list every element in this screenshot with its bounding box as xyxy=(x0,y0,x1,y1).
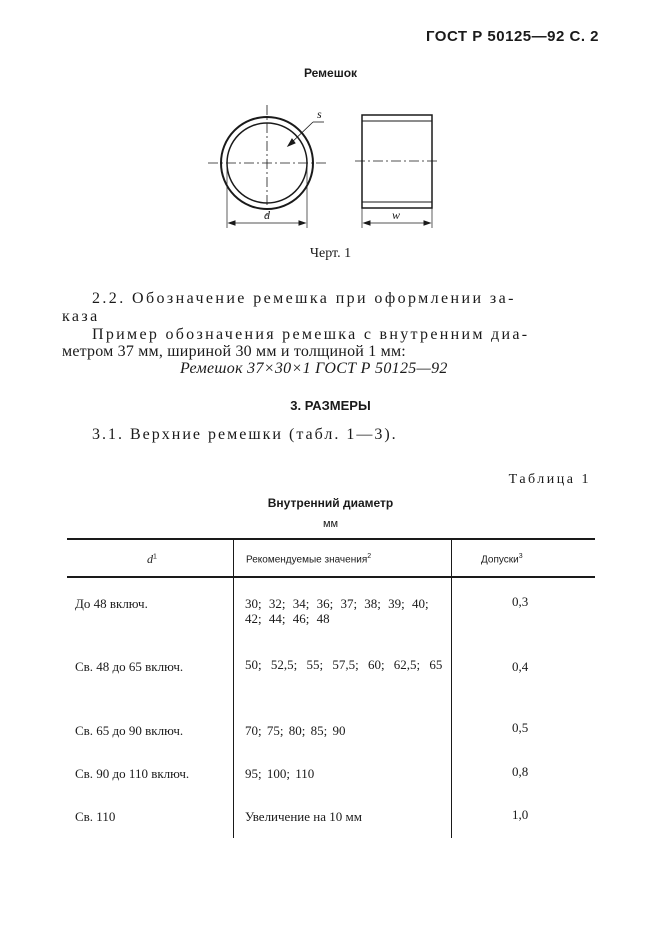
row-2-range: Св. 48 до 65 включ. xyxy=(75,659,184,674)
row-2-values: 50; 52,5; 55; 57,5; 60; 62,5; 65 xyxy=(245,657,443,672)
row-1-tolerance: 0,3 xyxy=(512,594,529,609)
table-unit: мм xyxy=(322,518,339,530)
section-2-2-line-2: каза xyxy=(62,308,100,325)
strap-side-outline xyxy=(362,115,432,208)
example-line-1: Пример обозначения ремешка с внутренним диа- xyxy=(92,326,530,343)
label-d: d xyxy=(264,208,270,222)
strap-drawing xyxy=(200,100,450,240)
row-1-values: 30; 32; 34; 36; 37; 38; 39; 40; 42; 44; 46; 48 xyxy=(245,596,429,626)
row-4-range: Св. 90 до 110 включ. xyxy=(75,766,190,781)
row-5-values: Увеличение на 10 мм xyxy=(245,809,362,824)
row-3-values: 70; 75; 80; 85; 90 xyxy=(245,723,346,738)
row-1-range: До 48 включ. xyxy=(75,596,148,611)
label-s: s xyxy=(317,107,322,121)
header-recommended: Рекомендуемые значения$^2$ xyxy=(246,553,372,566)
table-col-divider-1 xyxy=(233,538,234,838)
table-title: Внутренний диаметр xyxy=(267,496,394,510)
designation-example: Ремешок 37×30×1 ГОСТ Р 50125—92 xyxy=(180,360,448,377)
header-d: $d^1$ xyxy=(147,552,157,566)
row-5-range: Св. 110 xyxy=(75,809,116,824)
label-w: w xyxy=(392,208,401,222)
table-label: Таблица 1 xyxy=(508,472,591,487)
row-4-values: 95; 100; 110 xyxy=(245,766,315,781)
page-header: ГОСТ Р 50125—92 С. 2 xyxy=(425,28,599,45)
dim-arrow-w-right xyxy=(424,221,430,225)
row-3-tolerance: 0,5 xyxy=(512,720,529,735)
row-5-tolerance: 1,0 xyxy=(512,807,529,822)
row-3-range: Св. 65 до 90 включ. xyxy=(75,723,184,738)
row-2-tolerance: 0,4 xyxy=(512,659,529,674)
section-3-title: 3. РАЗМЕРЫ xyxy=(290,398,371,413)
dim-arrow-left xyxy=(229,221,235,225)
header-tolerances: Допуски$^3$ xyxy=(481,553,523,566)
row-4-tolerance: 0,8 xyxy=(512,764,529,779)
section-2-2-line-1: 2.2. Обозначение ремешка при оформлении за- xyxy=(92,290,516,307)
table-top-rule xyxy=(67,538,595,540)
table-col-divider-2 xyxy=(451,538,452,838)
example-line-2: метром 37 мм, шириной 30 мм и толщиной 1 мм: xyxy=(62,343,406,360)
figure-title: Ремешок xyxy=(303,66,358,80)
table-header-rule xyxy=(67,576,595,578)
figure-caption: Черт. 1 xyxy=(309,246,352,261)
section-3-1-text: 3.1. Верхние ремешки (табл. 1—3). xyxy=(92,426,398,443)
dim-arrow-right xyxy=(299,221,305,225)
dim-arrow-w-left xyxy=(364,221,370,225)
